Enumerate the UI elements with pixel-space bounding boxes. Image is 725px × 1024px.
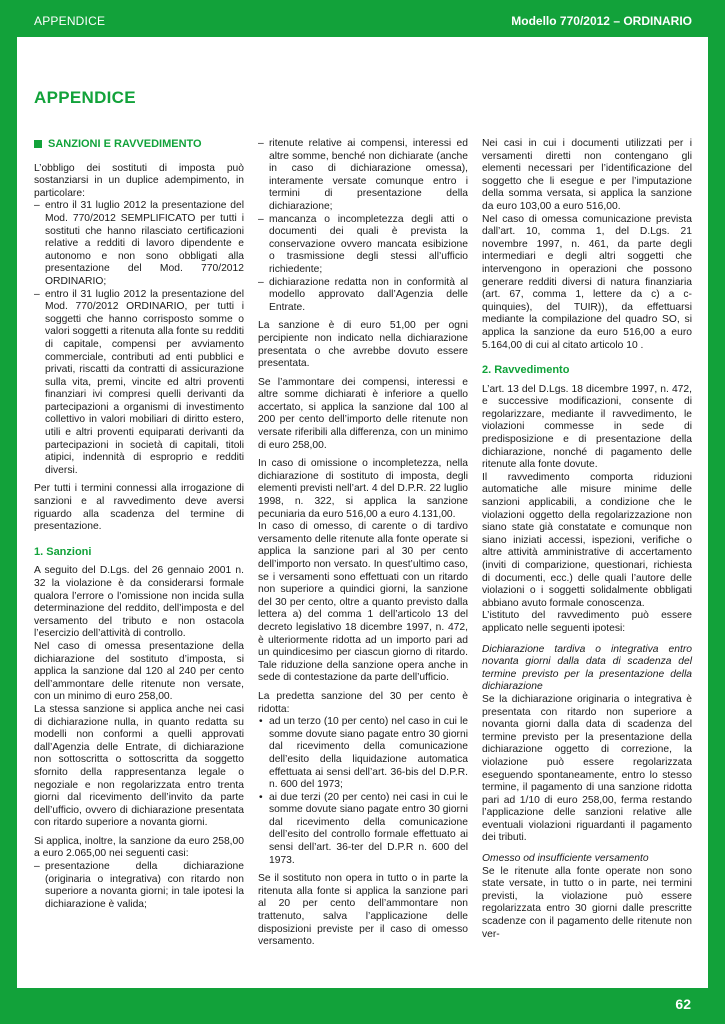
paragraph: Se l’ammontare dei compensi, interessi e altre somme dichiarati è inferiore a quello accertato, si applica la sanzione dal 100 al 200 per cento dell’importo delle ritenute non versate riferibili alla differenza, con un minimo di euro 258,00. — [258, 376, 468, 451]
paragraph: Nel caso di omessa comunicazione prevista dall’art. 10, comma 1, del D.Lgs. 21 novembre 1997, n. 461, da parte degli intermediari e degli altri soggetti che intervengono in operazioni che possono generare redditi diversi di natura finanziaria (art. 67, comma 1, lettere da c) a c-quinquies), del TUIR)), da effettuarsi mediante la compilazione del quadro SO, si applica la sanzione da euro 516,00 a euro 5.164,00 di cui al citato articolo 10 . — [482, 213, 692, 351]
section-heading — [34, 138, 244, 151]
paragraph: L’istituto del ravvedimento può essere applicato nelle seguenti ipotesi: — [482, 610, 692, 634]
list-item: – dichiarazione redatta non in conformità al modello approvato dall’Agenzia delle Entrate. — [258, 277, 468, 315]
column-1 — [34, 138, 244, 917]
list-item: – presentazione della dichiarazione (originaria o integrativa) con ritardo non superiore a novanta giorni; in tale ipotesi la dichiarazione è valida; — [34, 861, 244, 911]
header-model-label: Modello 770/2012 – ORDINARIO — [511, 14, 692, 28]
page-number: 62 — [675, 996, 691, 1012]
list-item: – entro il 31 luglio 2012 la presentazione del Mod. 770/2012 SEMPLIFICATO per tutti i sostituti che hanno rilasciato certificazioni relative a redditi di lavoro dipendente e autonomo e non sono obbligati alla presentazione del Mod. 770/2012 ORDINARIO; — [34, 200, 244, 288]
page-title: APPENDICE — [34, 88, 136, 107]
list-item: – entro il 31 luglio 2012 la presentazione del Mod. 770/2012 ORDINARIO, per tutti i soggetti che hanno corrisposto somme o valori soggetti a ritenuta alla fonte su redditi di capitale, compensi per avviamento commerciale, contributi ad enti pubblici e privati, riscatti da contratti di assicurazione sulla vita, premi, vincite ed altri proventi finanziari ivi compresi quelli derivanti da partecipazioni a organismi di investimento collettivo in valori mobiliari di diritto estero, utili e altri proventi equiparati derivanti da partecipazioni in società di capitali, titoli atipici, indennità di esproprio e redditi diversi. — [34, 289, 244, 478]
italic-heading: Omesso od insufficiente versamento — [482, 853, 649, 865]
paragraph: A seguito del D.Lgs. del 26 gennaio 2001 n. 32 la violazione è da considerarsi formale qualora l’errore o l’omissione non incida sulla determinazione del reddito, dell’imposta e del versamento del tributo e non ostacola l’esercizio dell’attività di controllo. — [34, 565, 244, 640]
paragraph: Si applica, inoltre, la sanzione da euro 258,00 a euro 2.065,00 nei seguenti casi: — [34, 835, 244, 860]
paragraph: Nel caso di omessa presentazione della dichiarazione del sostituto d’imposta, si applica la sanzione dal 120 al 240 per cento dell’ammontare delle ritenute non versate, con un minimo di euro 258,00. — [34, 640, 244, 703]
paragraph: L’obbligo dei sostituti di imposta può sostanziarsi in un duplice adempimento, in particolare: — [34, 162, 244, 199]
column-3 — [482, 138, 692, 947]
section-heading-text: SANZIONI E RAVVEDIMENTO — [48, 138, 202, 150]
right-frame-bar — [708, 0, 725, 1024]
left-frame-bar — [0, 0, 17, 1024]
footer-bar — [0, 988, 725, 1024]
list-item: • ai due terzi (20 per cento) nei casi in cui le somme dovute siano pagate entro 30 giorni dal ricevimento della comunicazione dell’esito del controllo formale effettuato ai sensi dell’art. 36-ter del D.P.R n. 600 del 1973. — [258, 792, 468, 868]
list-item: – ritenute relative ai compensi, interessi ed altre somme, benché non dichiarate (anche in caso di dichiarazione omessa), interamente versate comunque entro i termini di presentazione della dichiarazione; — [258, 138, 468, 214]
square-bullet-icon — [34, 140, 42, 148]
paragraph: Per tutti i termini connessi alla irrogazione di sanzioni e al ravvedimento deve aversi riguardo alla scadenza del termine di presentazione. — [34, 483, 244, 533]
paragraph: Nei casi in cui i documenti utilizzati per i versamenti diretti non contengano gli elementi necessari per l’identificazione del soggetto che li esegue e per l’imputazione della somma versata, si applica la sanzione da euro 103,00 a euro 516,00. — [482, 138, 692, 212]
italic-heading: Dichiarazione tardiva o integrativa entro novanta giorni dalla data di scadenza del termine previsto per la presentazione della dichiarazione — [482, 643, 692, 693]
paragraph: Se le ritenute alla fonte operate non sono state versate, in tutto o in parte, nei termini previsti, la violazione può essere regolarizzata entro 30 giorni dalle prescritte scadenze con il pagamento delle ritenute non ver- — [482, 865, 692, 940]
paragraph: In caso di omissione o incompletezza, nella dichiarazione di sostituto di imposta, degli elementi previsti nell’art. 4 del D.P.R. 22 luglio 1998, n. 322, si applica la sanzione pecuniaria da euro 516,00 a euro 4.131,00. — [258, 458, 468, 520]
paragraph: Se il sostituto non opera in tutto o in parte la ritenuta alla fonte si applica la sanzione pari al 20 per cento dell’ammontare non trattenuto, salva l’applicazione delle disposizioni previste per il caso di omesso versamento. — [258, 873, 468, 948]
header-section-label: APPENDICE — [34, 14, 106, 28]
dash-list — [258, 138, 468, 314]
paragraph: Il ravvedimento comporta riduzioni automatiche alle misure minime delle sanzioni applicabili, a condizione che le violazioni oggetto della regolarizzazione non siano state già constatate e comunque non siano iniziati accessi, ispezioni, verifiche o altre attività amministrative di accertamento (inviti di comparizione, questionari, richiesta di documenti, ecc.) delle quali l’autore delle violazioni o i soggetti solidalmente obbligati abbiano avuto formale conoscenza. — [482, 471, 692, 609]
dash-list — [34, 861, 244, 911]
paragraph: La stessa sanzione si applica anche nei casi di dichiarazione nulla, in quanto redatta su modelli non conformi a quelli approvati dall’Agenzia delle Entrate, di dichiarazione non sottoscritta o sottoscritta da soggetto sfornito della rappresentanza legale o negoziale e non regolarizzata entro trenta giorni dal ricevimento dell’invito da parte dell’ufficio, ovvero di dichiarazione presentata con ritardo superiore a novanta giorni. — [34, 703, 244, 829]
paragraph: La predetta sanzione del 30 per cento è ridotta: — [258, 690, 468, 715]
dash-list — [34, 200, 244, 477]
header-bar — [0, 0, 725, 37]
paragraph: L’art. 13 del D.Lgs. 18 dicembre 1997, n. 472, e successive modificazioni, consente di regolarizzare, mediante il ravvedimento, le violazioni commesse in sede di predisposizione e di presentazione della dichiarazione, nonché di pagamento delle ritenute alla fonte dovute. — [482, 383, 692, 471]
bullet-list — [258, 716, 468, 867]
paragraph: Se la dichiarazione originaria o integrativa è presentata con ritardo non superiore a novanta giorni dalla data di scadenza del termine previsto per la presentazione della dichiarazione oggetto di correzione, la violazione può essere regolarizzata eseguendo spontaneamente, entro lo stesso termine, il pagamento di una sanzione ridotta pari ad 1/10 di euro 258,00, ferma restando l’applicazione delle sanzioni relative alle eventuali violazioni riguardanti il pagamento dei tributi. — [482, 693, 692, 844]
sub-heading-sanzioni: 1. Sanzioni — [34, 545, 92, 558]
list-item: – mancanza o incompletezza degli atti o documenti dei quali è prevista la conservazione ovvero mancata esibizione o trasmissione degli stessi all’ufficio richiedente; — [258, 214, 468, 277]
column-2 — [258, 138, 468, 955]
list-item: • ad un terzo (10 per cento) nel caso in cui le somme dovute siano pagate entro 30 giorni dal ricevimento della comunicazione dell’esito della liquidazione automatica effettuata ai sensi dell’art. 36-bis del D.P.R. n. 600 del 1973; — [258, 716, 468, 792]
paragraph: In caso di omesso, di carente o di tardivo versamento delle ritenute alla fonte operate si applica la sanzione pari al 30 per cento dell’importo non versato. In quest’ultimo caso, se i versamenti sono effettuati con un ritardo non superiore a quindici giorni, la sanzione del 30 per cento, oltre a quanto previsto dalla lettera a) del comma 1 dell’articolo 13 del decreto legislativo 18 dicembre 1997, n. 472, è ulteriormente ridotta ad un importo pari ad un quindicesimo per ciascun giorno di ritardo. Tale riduzione della sanzione opera anche in sede di contestazione da parte dell’ufficio. — [258, 521, 468, 684]
paragraph: La sanzione è di euro 51,00 per ogni percipiente non indicato nella dichiarazione presentata o che avrebbe dovuto essere presentata. — [258, 320, 468, 370]
sub-heading-ravvedimento: 2. Ravvedimento — [482, 364, 570, 377]
